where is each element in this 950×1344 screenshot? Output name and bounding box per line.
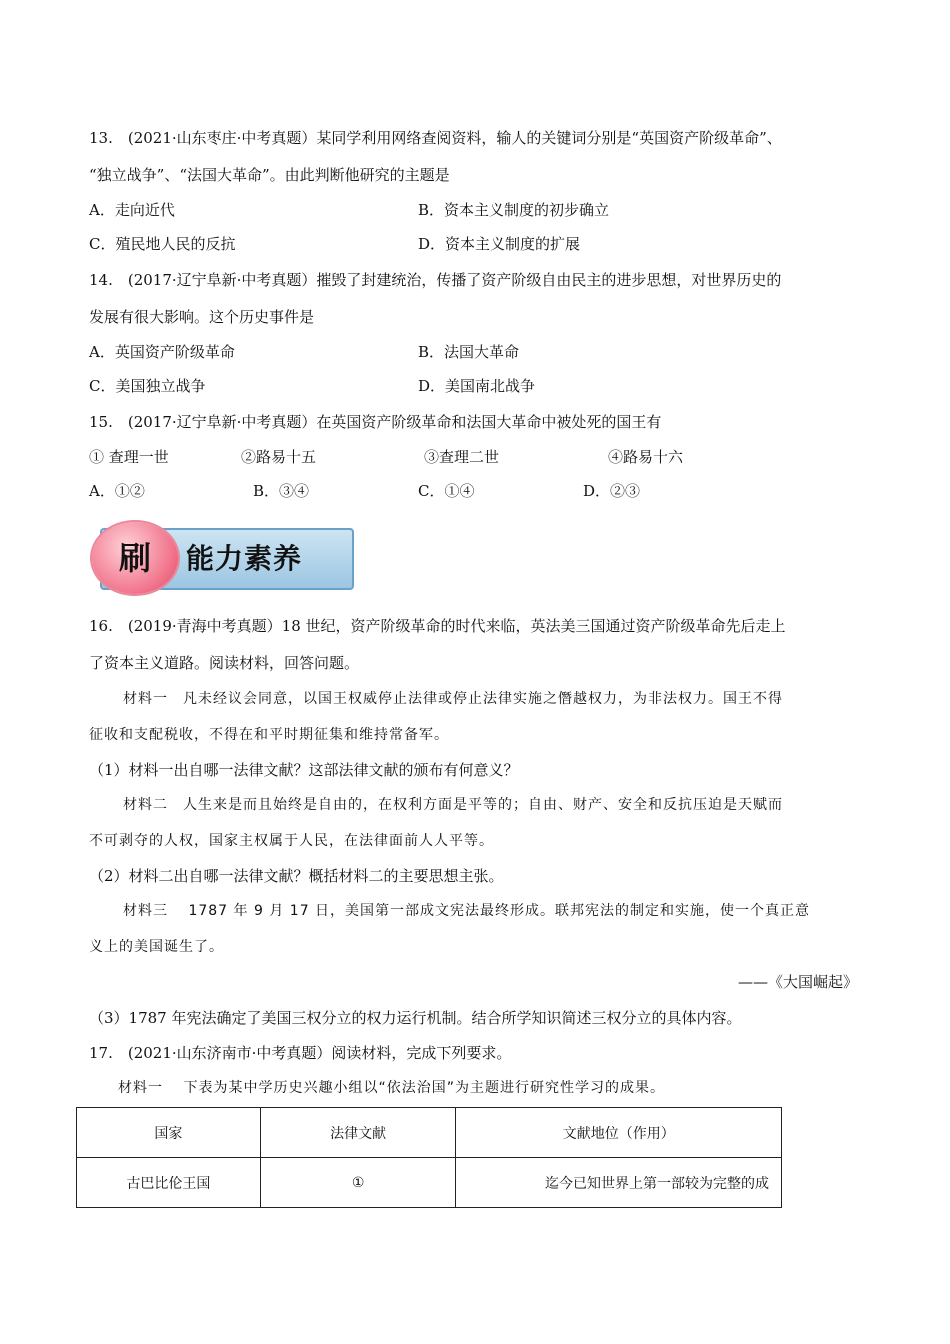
q14-stem-line1: 14. (2017·辽宁阜新·中考真题）摧毁了封建统治，传播了资产阶级自由民主的进步思想，对世界历史的 bbox=[89, 271, 782, 289]
q13-option-a: A．走向近代 bbox=[89, 201, 175, 219]
law-documents-table bbox=[76, 1107, 782, 1208]
q14-stem-line2: 发展有很大影响。这个历史事件是 bbox=[89, 308, 315, 326]
q13-option-b: B．资本主义制度的初步确立 bbox=[418, 201, 610, 219]
table-header-row bbox=[77, 1108, 782, 1158]
banner-badge-text: 刷 bbox=[118, 539, 151, 577]
q15-option-a: A．①② bbox=[89, 482, 145, 500]
q16-stem-line1: 16. (2019·青海中考真题）18 世纪，资产阶级革命的时代来临，英法美三国通过资产阶级革命先后走上 bbox=[89, 617, 786, 635]
table-row bbox=[77, 1158, 782, 1208]
q16-material3-line2: 义上的美国诞生了。 bbox=[89, 939, 224, 955]
q17-material1: 材料一 下表为某中学历史兴趣小组以“依法治国”为主题进行研究性学习的成果。 bbox=[118, 1080, 665, 1096]
section-banner bbox=[92, 522, 350, 594]
q14-option-d: D．美国南北战争 bbox=[418, 377, 536, 395]
q17-stem: 17. (2021·山东济南市·中考真题）阅读材料，完成下列要求。 bbox=[89, 1044, 512, 1062]
table-cell-country: 古巴比伦王国 bbox=[77, 1158, 261, 1208]
q15-option-d: D．②③ bbox=[583, 482, 641, 500]
q13-option-d: D．资本主义制度的扩展 bbox=[418, 235, 581, 253]
q13-option-c: C．殖民地人民的反抗 bbox=[89, 235, 236, 253]
q15-item-1: ① 查理一世 bbox=[89, 448, 169, 466]
q15-item-3: ③查理二世 bbox=[424, 448, 500, 466]
banner-title: 能力素养 bbox=[186, 542, 303, 575]
table-cell-law: ① bbox=[260, 1158, 456, 1208]
q16-material3-line1: 材料三 1787 年 9 月 17 日，美国第一部成文宪法最终形成。联邦宪法的制定和实施，使一个真正意 bbox=[123, 903, 811, 919]
q15-option-b: B．③④ bbox=[253, 482, 310, 500]
q15-option-c: C．①④ bbox=[418, 482, 475, 500]
q16-material2-line2: 不可剥夺的人权，国家主权属于人民，在法律面前人人平等。 bbox=[89, 833, 494, 849]
table-cell-status: 迄今已知世界上第一部较为完整的成 bbox=[456, 1158, 782, 1208]
q16-material1-line2: 征收和支配税收，不得在和平时期征集和维持常备军。 bbox=[89, 727, 449, 743]
q16-material1-line1: 材料一 凡未经议会同意，以国王权威停止法律或停止法律实施之僭越权力，为非法权力。国王不得 bbox=[123, 691, 783, 707]
q15-item-2: ②路易十五 bbox=[241, 448, 317, 466]
q16-material3-source: ——《大国崛起》 bbox=[737, 973, 858, 991]
q14-option-a: A．英国资产阶级革命 bbox=[89, 343, 235, 361]
q15-item-4: ④路易十六 bbox=[608, 448, 684, 466]
q13-stem-line1: 13. (2021·山东枣庄·中考真题）某同学利用网络查阅资料，输人的关键词分别是“英国资产阶级革命”、 bbox=[89, 129, 782, 147]
table-header-country: 国家 bbox=[77, 1108, 261, 1158]
q16-question3: （3）1787 年宪法确定了美国三权分立的权力运行机制。结合所学知识简述三权分立的具体内容。 bbox=[89, 1009, 742, 1027]
q16-question1: （1）材料一出自哪一法律文献？这部法律文献的颁布有何意义？ bbox=[89, 761, 519, 779]
table-header-status: 文献地位（作用） bbox=[456, 1108, 782, 1158]
q15-stem: 15. (2017·辽宁阜新·中考真题）在英国资产阶级革命和法国大革命中被处死的国王有 bbox=[89, 413, 662, 431]
q13-stem-line2: “独立战争”、“法国大革命”。由此判断他研究的主题是 bbox=[89, 166, 450, 184]
q16-material2-line1: 材料二 人生来是而且始终是自由的，在权利方面是平等的；自由、财产、安全和反抗压迫是天赋而 bbox=[123, 797, 783, 813]
table-header-law: 法律文献 bbox=[260, 1108, 456, 1158]
q14-option-c: C．美国独立战争 bbox=[89, 377, 206, 395]
q14-option-b: B．法国大革命 bbox=[418, 343, 520, 361]
q16-question2: （2）材料二出自哪一法律文献？概括材料二的主要思想主张。 bbox=[89, 867, 504, 885]
q16-stem-line2: 了资本主义道路。阅读材料，回答问题。 bbox=[89, 654, 360, 672]
